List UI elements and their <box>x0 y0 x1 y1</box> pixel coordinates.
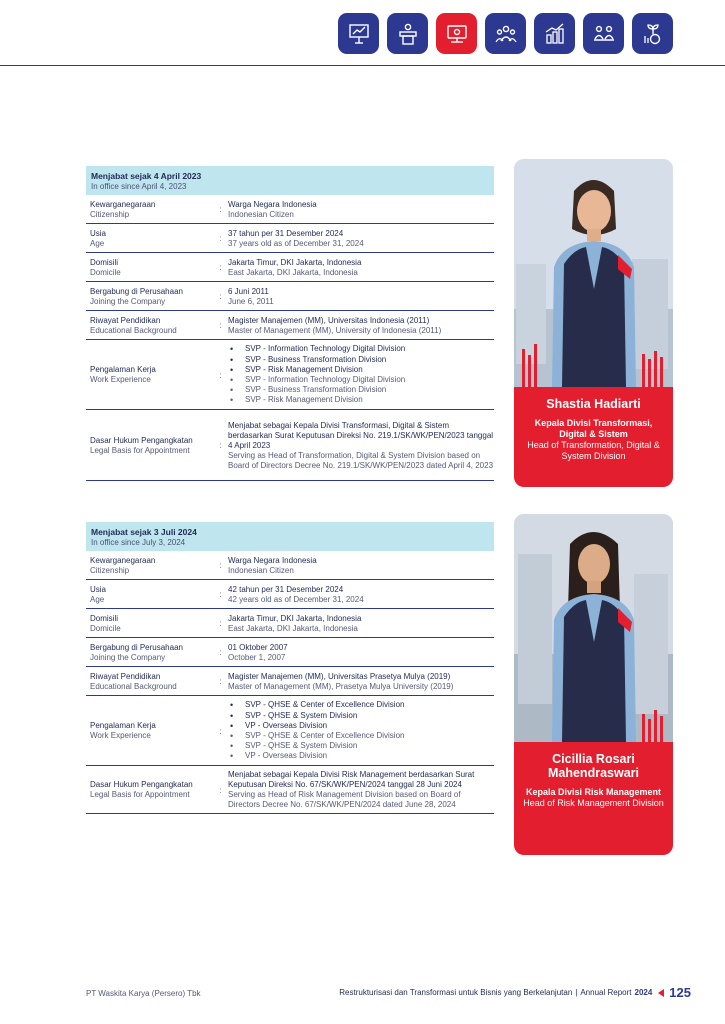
value-id: Warga Negara Indonesia <box>228 199 317 209</box>
label-id: Domisili <box>90 257 118 267</box>
row-domicile <box>86 253 494 282</box>
list-item: • SVP - Business Transformation Division <box>228 355 494 365</box>
speaker-podium-icon <box>395 21 421 47</box>
label-id: Bergabung di Perusahaan <box>90 286 183 296</box>
presentation-chart-icon <box>346 21 372 47</box>
row-citizenship <box>86 551 494 580</box>
position-en: Head of Transformation, Digital & System Division <box>527 440 660 461</box>
value-en: June 6, 2011 <box>228 296 274 306</box>
value-id: 01 Oktober 2007 <box>228 642 288 652</box>
value-id: Warga Negara Indonesia <box>228 555 317 565</box>
row-legal-basis <box>86 410 494 481</box>
label-en: Legal Basis for Appointment <box>90 445 190 455</box>
list-item: • SVP - Business Transformation Division <box>228 385 494 395</box>
label-en: Joining the Company <box>90 296 166 306</box>
value-en: 42 years old as of December 31, 2024 <box>228 594 364 604</box>
label-en: Work Experience <box>90 375 151 384</box>
row-experience <box>86 696 494 766</box>
footer-separator: | <box>575 988 578 997</box>
list-item: • SVP - QHSE & Center of Excellence Division <box>228 731 494 741</box>
footer-company: PT Waskita Karya (Persero) Tbk <box>86 989 201 998</box>
portrait-photo <box>514 514 673 742</box>
team-people-icon <box>493 21 519 47</box>
colon: : <box>219 677 222 686</box>
label-en: Work Experience <box>90 731 151 740</box>
nameplate <box>514 387 673 487</box>
label-id: Dasar Hukum Pengangkatan <box>90 435 193 445</box>
list-item: • VP - Overseas Division <box>228 721 494 731</box>
tenure-en: In office since July 3, 2024 <box>91 538 186 547</box>
person-name: Cicillia Rosari Mahendraswari <box>547 752 639 780</box>
row-legal-basis <box>86 766 494 814</box>
value-en: October 1, 2007 <box>228 652 286 662</box>
value-id: 6 Juni 2011 <box>228 286 269 296</box>
colon: : <box>219 234 222 243</box>
value-en: Indonesian Citizen <box>228 209 294 219</box>
colon: : <box>219 648 222 657</box>
footer-report-info <box>339 985 691 1000</box>
value-en: East Jakarta, DKI Jakarta, Indonesia <box>228 267 358 277</box>
value-en: Indonesian Citizen <box>228 565 294 575</box>
value-en: Master of Management (MM), Prasetya Mulya University (2019) <box>228 681 454 691</box>
label-en: Age <box>90 238 105 248</box>
tenure-id: Menjabat sejak 3 Juli 2024 <box>91 527 197 537</box>
list-item: • SVP - Information Technology Digital Division <box>228 344 494 354</box>
row-education <box>86 667 494 696</box>
nav-presentation-button[interactable] <box>338 13 379 54</box>
value-id: 42 tahun per 31 Desember 2024 <box>228 584 344 594</box>
label-id: Kewarganegaraan <box>90 199 156 209</box>
list-item: • SVP - Information Technology Digital Division <box>228 375 494 385</box>
list-item: • SVP - QHSE & System Division <box>228 741 494 751</box>
row-joined <box>86 282 494 311</box>
nav-finance-button[interactable] <box>632 13 673 54</box>
label-id: Usia <box>90 584 107 594</box>
value-id: Menjabat sebagai Kepala Divisi Risk Management berdasarkan Surat Keputusan Direksi No. 67/SK/WK/PEN/2024 tanggal 28 Juni 2024 <box>228 770 475 789</box>
nav-monitor-button[interactable] <box>436 13 477 54</box>
page-marker-icon <box>658 989 664 997</box>
label-id: Pengalaman Kerja <box>90 721 156 730</box>
row-domicile <box>86 609 494 638</box>
portrait-illustration <box>514 159 673 387</box>
label-id: Kewarganegaraan <box>90 555 156 565</box>
colon: : <box>219 292 222 301</box>
tenure-header <box>86 522 494 551</box>
value-id: Menjabat sebagai Kepala Divisi Transformasi, Digital & Sistem berdasarkan Surat Keputusan Direksi No. 219.1/SK/WK/PEN/2023 tanggal 4 April 2023 <box>228 420 494 450</box>
value-id: Magister Manajemen (MM), Universitas Prasetya Mulya (2019) <box>228 671 451 681</box>
colon: : <box>219 619 222 628</box>
label-en: Joining the Company <box>90 652 166 662</box>
value-id: Jakarta Timur, DKI Jakarta, Indonesia <box>228 257 362 267</box>
label-en: Educational Background <box>90 325 177 335</box>
header-divider <box>0 65 725 66</box>
meeting-discussion-icon <box>591 21 617 47</box>
row-age <box>86 580 494 609</box>
value-en: Serving as Head of Risk Management Division based on Board of Directors Decree No. 67/SK/WK/PEN/2024 dated June 28, 2024 <box>228 790 461 809</box>
person-name: Shastia Hadiarti <box>546 397 641 411</box>
nav-team-button[interactable] <box>485 13 526 54</box>
row-age <box>86 224 494 253</box>
label-id: Riwayat Pendidikan <box>90 671 161 681</box>
footer-year: 2024 <box>634 988 653 997</box>
colon: : <box>219 370 222 380</box>
row-joined <box>86 638 494 667</box>
colon: : <box>219 205 222 214</box>
list-item: • SVP - Risk Management Division <box>228 365 494 375</box>
tenure-id: Menjabat sejak 4 April 2023 <box>91 171 202 181</box>
monitor-network-icon <box>444 21 470 47</box>
tenure-header <box>86 166 494 195</box>
label-en: Domicile <box>90 267 121 277</box>
nav-meeting-button[interactable] <box>583 13 624 54</box>
colon: : <box>219 561 222 570</box>
list-item: • SVP - QHSE & Center of Excellence Division <box>228 700 494 710</box>
colon: : <box>219 726 222 736</box>
value-en: Master of Management (MM), University of Indonesia (2011) <box>228 325 442 335</box>
position-id: Kepala Divisi Transformasi, Digital & Sistem <box>534 418 653 439</box>
label-id: Bergabung di Perusahaan <box>90 642 183 652</box>
label-en: Citizenship <box>90 209 130 219</box>
colon: : <box>219 263 222 272</box>
row-education <box>86 311 494 340</box>
label-en: Citizenship <box>90 565 130 575</box>
building-growth-icon <box>542 21 568 47</box>
colon: : <box>219 785 222 795</box>
label-id: Dasar Hukum Pengangkatan <box>90 780 193 789</box>
label-id: Domisili <box>90 613 118 623</box>
colon: : <box>219 441 222 450</box>
colon: : <box>219 321 222 330</box>
page-number: 125 <box>669 985 691 1000</box>
profile-card-cicillia <box>514 514 673 855</box>
footer-report-label: Annual Report <box>580 988 632 997</box>
list-item: • SVP - QHSE & System Division <box>228 711 494 721</box>
row-citizenship <box>86 195 494 224</box>
position-en: Head of Risk Management Division <box>523 798 664 808</box>
nameplate <box>514 742 673 855</box>
nav-growth-button[interactable] <box>534 13 575 54</box>
label-en: Legal Basis for Appointment <box>90 790 190 799</box>
label-en: Domicile <box>90 623 121 633</box>
profile-table-cicillia <box>86 522 494 814</box>
value-id: 37 tahun per 31 Desember 2024 <box>228 228 344 238</box>
profile-table-shastia <box>86 166 494 481</box>
label-id: Usia <box>90 228 107 238</box>
money-plant-icon <box>640 21 666 47</box>
position-id: Kepala Divisi Risk Management <box>525 787 662 797</box>
label-en: Age <box>90 594 105 604</box>
profile-card-shastia <box>514 159 673 487</box>
nav-podium-button[interactable] <box>387 13 428 54</box>
list-item: • VP - Overseas Division <box>228 751 494 761</box>
experience-list <box>228 700 494 761</box>
section-nav <box>338 13 673 54</box>
value-en: East Jakarta, DKI Jakarta, Indonesia <box>228 623 358 633</box>
row-experience <box>86 340 494 410</box>
label-en: Educational Background <box>90 681 177 691</box>
portrait-illustration <box>514 514 673 742</box>
value-en: Serving as Head of Transformation, Digital & System Division based on Board of Directors Decree No. 219.1/SK/WK/PEN/2023 dated April 4, 2023 <box>228 450 494 470</box>
experience-list <box>228 344 494 405</box>
portrait-photo <box>514 159 673 387</box>
list-item: • SVP - Risk Management Division <box>228 395 494 405</box>
value-en: 37 years old as of December 31, 2024 <box>228 238 364 248</box>
colon: : <box>219 590 222 599</box>
tenure-en: In office since April 4, 2023 <box>91 182 187 191</box>
footer-theme: Restrukturisasi dan Transformasi untuk Bisnis yang Berkelanjutan <box>339 988 573 997</box>
value-id: Magister Manajemen (MM), Universitas Indonesia (2011) <box>228 315 430 325</box>
label-id: Pengalaman Kerja <box>90 365 156 374</box>
value-id: Jakarta Timur, DKI Jakarta, Indonesia <box>228 613 362 623</box>
label-id: Riwayat Pendidikan <box>90 315 161 325</box>
